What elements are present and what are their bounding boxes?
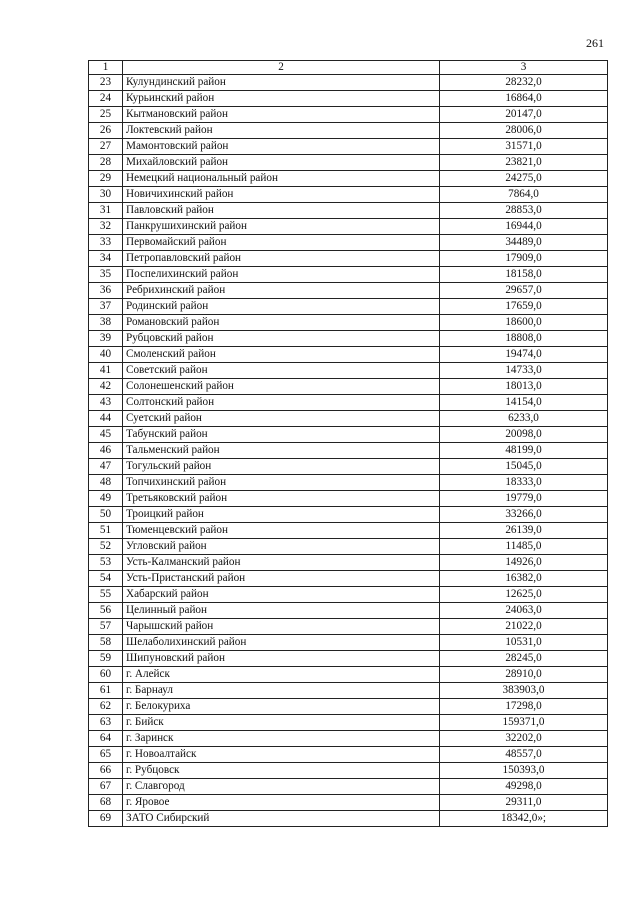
- district-name: Рубцовский район: [123, 331, 440, 347]
- district-name: Тюменцевский район: [123, 523, 440, 539]
- table-row: [89, 523, 608, 539]
- district-name: Чарышский район: [123, 619, 440, 635]
- row-value: 19474,0: [440, 347, 608, 363]
- row-value: 18158,0: [440, 267, 608, 283]
- row-number: 33: [89, 235, 123, 251]
- table-row: [89, 491, 608, 507]
- table-row: [89, 299, 608, 315]
- table-row: [89, 347, 608, 363]
- district-name: Кулундинский район: [123, 75, 440, 91]
- table-row: [89, 107, 608, 123]
- district-name: Усть-Пристанский район: [123, 571, 440, 587]
- row-value: 28853,0: [440, 203, 608, 219]
- table-row: [89, 91, 608, 107]
- row-value: 32202,0: [440, 731, 608, 747]
- district-name: Немецкий национальный район: [123, 171, 440, 187]
- district-name: Шелаболихинский район: [123, 635, 440, 651]
- row-number: 65: [89, 747, 123, 763]
- table-row: [89, 683, 608, 699]
- district-name: Солонешенский район: [123, 379, 440, 395]
- row-number: 30: [89, 187, 123, 203]
- district-name: Романовский район: [123, 315, 440, 331]
- table-row: [89, 155, 608, 171]
- row-value: 18808,0: [440, 331, 608, 347]
- row-number: 36: [89, 283, 123, 299]
- row-value: 48199,0: [440, 443, 608, 459]
- row-value: 14733,0: [440, 363, 608, 379]
- district-name: г. Славгород: [123, 779, 440, 795]
- district-name: Родинский район: [123, 299, 440, 315]
- row-number: 50: [89, 507, 123, 523]
- table-row: [89, 635, 608, 651]
- row-number: 62: [89, 699, 123, 715]
- district-name: Топчихинский район: [123, 475, 440, 491]
- row-number: 28: [89, 155, 123, 171]
- column-header-3: 3: [440, 61, 608, 75]
- district-name: Хабарский район: [123, 587, 440, 603]
- table-row: [89, 363, 608, 379]
- district-name: Усть-Калманский район: [123, 555, 440, 571]
- row-number: 66: [89, 763, 123, 779]
- row-number: 44: [89, 411, 123, 427]
- district-name: Кытмановский район: [123, 107, 440, 123]
- row-value: 29311,0: [440, 795, 608, 811]
- table-row: [89, 411, 608, 427]
- district-name: Троицкий район: [123, 507, 440, 523]
- district-name: г. Барнаул: [123, 683, 440, 699]
- row-value: 18600,0: [440, 315, 608, 331]
- table-row: [89, 587, 608, 603]
- table-row: [89, 619, 608, 635]
- row-number: 46: [89, 443, 123, 459]
- table-row: [89, 555, 608, 571]
- row-value: 31571,0: [440, 139, 608, 155]
- row-number: 53: [89, 555, 123, 571]
- row-value: 24063,0: [440, 603, 608, 619]
- row-value: 19779,0: [440, 491, 608, 507]
- table-row: [89, 171, 608, 187]
- row-number: 43: [89, 395, 123, 411]
- district-name: Курьинский район: [123, 91, 440, 107]
- district-name: г. Бийск: [123, 715, 440, 731]
- row-value: 16382,0: [440, 571, 608, 587]
- row-number: 27: [89, 139, 123, 155]
- district-name: Целинный район: [123, 603, 440, 619]
- row-value: 20098,0: [440, 427, 608, 443]
- row-number: 39: [89, 331, 123, 347]
- row-value: 17298,0: [440, 699, 608, 715]
- table-row: [89, 379, 608, 395]
- row-value: 24275,0: [440, 171, 608, 187]
- row-number: 47: [89, 459, 123, 475]
- row-value: 159371,0: [440, 715, 608, 731]
- district-name: Михайловский район: [123, 155, 440, 171]
- row-value: 18333,0: [440, 475, 608, 491]
- district-name: Суетский район: [123, 411, 440, 427]
- table-row: [89, 731, 608, 747]
- table-row: [89, 139, 608, 155]
- district-name: Петропавловский район: [123, 251, 440, 267]
- row-number: 48: [89, 475, 123, 491]
- district-name: Павловский район: [123, 203, 440, 219]
- row-value: 10531,0: [440, 635, 608, 651]
- row-value: 20147,0: [440, 107, 608, 123]
- row-value: 34489,0: [440, 235, 608, 251]
- row-value: 6233,0: [440, 411, 608, 427]
- table-row: [89, 75, 608, 91]
- table-header-row: [89, 61, 608, 75]
- row-number: 68: [89, 795, 123, 811]
- row-number: 67: [89, 779, 123, 795]
- row-value: 18342,0»;: [440, 811, 608, 827]
- row-value: 15045,0: [440, 459, 608, 475]
- row-value: 48557,0: [440, 747, 608, 763]
- row-value: 28910,0: [440, 667, 608, 683]
- column-header-1: 1: [89, 61, 123, 75]
- table-row: [89, 283, 608, 299]
- row-number: 54: [89, 571, 123, 587]
- table-row: [89, 219, 608, 235]
- district-name: Советский район: [123, 363, 440, 379]
- row-value: 17659,0: [440, 299, 608, 315]
- table-row: [89, 187, 608, 203]
- district-name: г. Белокуриха: [123, 699, 440, 715]
- table-row: [89, 443, 608, 459]
- page-number: 261: [586, 36, 604, 50]
- row-number: 38: [89, 315, 123, 331]
- row-number: 34: [89, 251, 123, 267]
- table-row: [89, 779, 608, 795]
- district-name: ЗАТО Сибирский: [123, 811, 440, 827]
- district-name: Ребрихинский район: [123, 283, 440, 299]
- row-number: 35: [89, 267, 123, 283]
- table-body: [89, 61, 608, 827]
- row-value: 17909,0: [440, 251, 608, 267]
- table-row: [89, 715, 608, 731]
- district-name: Угловский район: [123, 539, 440, 555]
- row-number: 24: [89, 91, 123, 107]
- column-header-2: 2: [123, 61, 440, 75]
- row-number: 42: [89, 379, 123, 395]
- table-row: [89, 811, 608, 827]
- table-row: [89, 795, 608, 811]
- table-row: [89, 203, 608, 219]
- row-number: 37: [89, 299, 123, 315]
- row-number: 61: [89, 683, 123, 699]
- district-name: Поспелихинский район: [123, 267, 440, 283]
- table-row: [89, 699, 608, 715]
- district-name: г. Новоалтайск: [123, 747, 440, 763]
- row-number: 56: [89, 603, 123, 619]
- table-row: [89, 123, 608, 139]
- district-name: Солтонский район: [123, 395, 440, 411]
- row-number: 63: [89, 715, 123, 731]
- row-number: 29: [89, 171, 123, 187]
- row-value: 16864,0: [440, 91, 608, 107]
- district-name: Третьяковский район: [123, 491, 440, 507]
- table-row: [89, 331, 608, 347]
- district-name: Мамонтовский район: [123, 139, 440, 155]
- row-number: 40: [89, 347, 123, 363]
- table-row: [89, 459, 608, 475]
- row-number: 26: [89, 123, 123, 139]
- row-value: 29657,0: [440, 283, 608, 299]
- table-row: [89, 267, 608, 283]
- row-value: 11485,0: [440, 539, 608, 555]
- row-number: 45: [89, 427, 123, 443]
- district-name: г. Алейск: [123, 667, 440, 683]
- row-value: 16944,0: [440, 219, 608, 235]
- row-number: 55: [89, 587, 123, 603]
- row-number: 59: [89, 651, 123, 667]
- table-row: [89, 507, 608, 523]
- row-value: 49298,0: [440, 779, 608, 795]
- row-number: 52: [89, 539, 123, 555]
- row-number: 25: [89, 107, 123, 123]
- table-row: [89, 395, 608, 411]
- district-name: Шипуновский район: [123, 651, 440, 667]
- row-value: 28006,0: [440, 123, 608, 139]
- row-number: 69: [89, 811, 123, 827]
- row-value: 21022,0: [440, 619, 608, 635]
- row-value: 18013,0: [440, 379, 608, 395]
- district-name: Смоленский район: [123, 347, 440, 363]
- district-name: г. Заринск: [123, 731, 440, 747]
- district-name: Табунский район: [123, 427, 440, 443]
- row-value: 28245,0: [440, 651, 608, 667]
- table-row: [89, 235, 608, 251]
- row-number: 57: [89, 619, 123, 635]
- row-value: 7864,0: [440, 187, 608, 203]
- row-number: 32: [89, 219, 123, 235]
- table-row: [89, 651, 608, 667]
- table-row: [89, 603, 608, 619]
- row-number: 64: [89, 731, 123, 747]
- row-value: 33266,0: [440, 507, 608, 523]
- row-value: 150393,0: [440, 763, 608, 779]
- row-number: 23: [89, 75, 123, 91]
- table-row: [89, 667, 608, 683]
- district-name: Новичихинский район: [123, 187, 440, 203]
- row-value: 23821,0: [440, 155, 608, 171]
- data-table: [88, 60, 608, 827]
- district-name: Первомайский район: [123, 235, 440, 251]
- row-number: 49: [89, 491, 123, 507]
- row-number: 60: [89, 667, 123, 683]
- row-value: 14926,0: [440, 555, 608, 571]
- district-name: Тогульский район: [123, 459, 440, 475]
- table-row: [89, 475, 608, 491]
- table-row: [89, 539, 608, 555]
- table-row: [89, 571, 608, 587]
- row-number: 51: [89, 523, 123, 539]
- district-name: Тальменский район: [123, 443, 440, 459]
- row-value: 12625,0: [440, 587, 608, 603]
- row-number: 31: [89, 203, 123, 219]
- table-row: [89, 315, 608, 331]
- row-number: 41: [89, 363, 123, 379]
- table-row: [89, 747, 608, 763]
- row-value: 14154,0: [440, 395, 608, 411]
- row-value: 28232,0: [440, 75, 608, 91]
- district-name: Панкрушихинский район: [123, 219, 440, 235]
- row-value: 26139,0: [440, 523, 608, 539]
- table-row: [89, 763, 608, 779]
- table-row: [89, 251, 608, 267]
- table-row: [89, 427, 608, 443]
- district-name: Локтевский район: [123, 123, 440, 139]
- row-number: 58: [89, 635, 123, 651]
- row-value: 383903,0: [440, 683, 608, 699]
- district-name: г. Яровое: [123, 795, 440, 811]
- district-name: г. Рубцовск: [123, 763, 440, 779]
